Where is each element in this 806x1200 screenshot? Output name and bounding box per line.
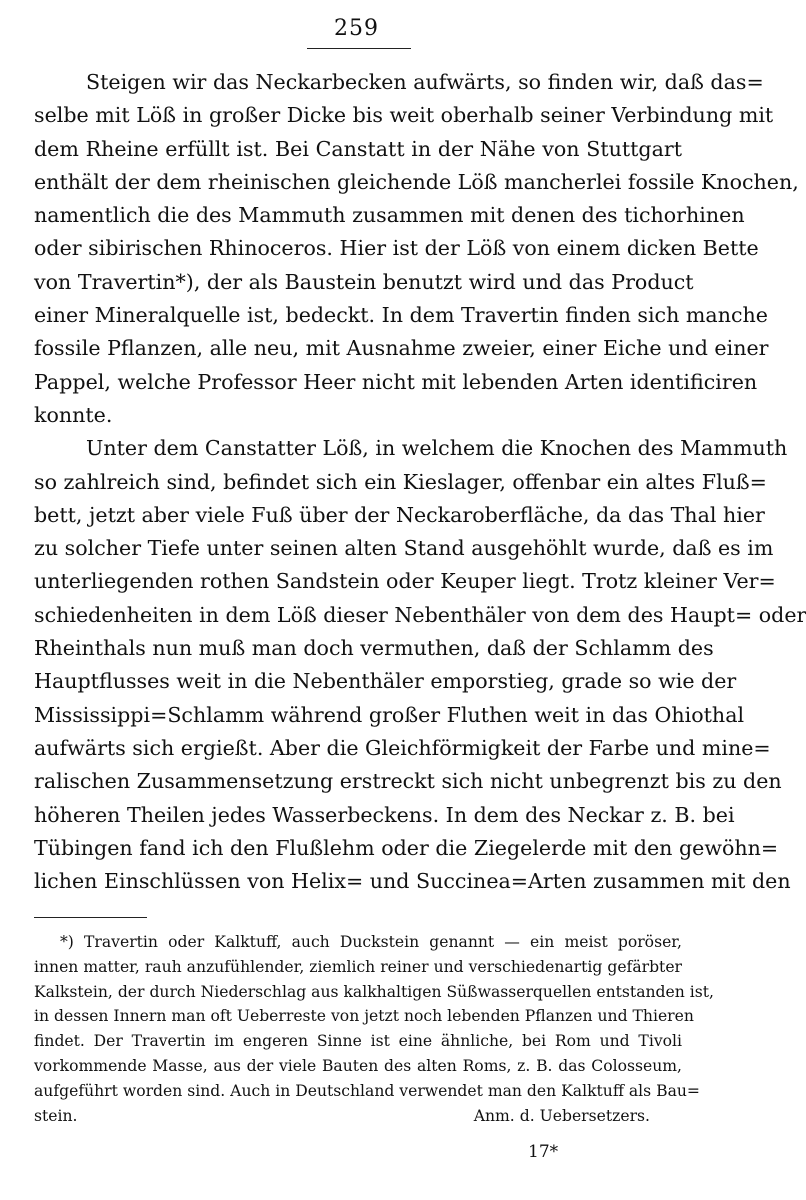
footnote-line: Kalkstein, der durch Niederschlag aus kalkhaltigen Süßwasserquellen entstanden ist, xyxy=(34,982,714,1001)
footnote xyxy=(34,930,714,1128)
text-line: einer Mineralquelle ist, bedeckt. In dem Travertin finden sich manche xyxy=(34,303,768,328)
footnote-line: *) Travertin oder Kalktuff, auch Duckstein genannt — ein meist poröser, xyxy=(60,933,682,951)
footnote-line: in dessen Innern man oft Ueberreste von jetzt noch lebenden Pflanzen und Thieren xyxy=(34,1007,694,1026)
text-line: namentlich die des Mammuth zusammen mit denen des tichorhinen xyxy=(34,203,745,228)
text-line: Hauptflusses weit in die Nebenthäler emporstieg, grade so wie der xyxy=(34,669,737,694)
header-rule xyxy=(307,48,411,49)
text-line: Pappel, welche Professor Heer nicht mit lebenden Arten identificiren xyxy=(34,369,758,394)
text-line: lichen Einschlüssen von Helix= und Succinea=Arten zusammen mit den xyxy=(34,869,791,894)
text-line: konnte. xyxy=(34,402,113,427)
signature-mark: 17* xyxy=(528,1142,559,1162)
text-line: dem Rheine erfüllt ist. Bei Canstatt in der Nähe von Stuttgart xyxy=(34,136,682,161)
footnote-last-line xyxy=(34,1104,682,1129)
text-line: zu solcher Tiefe unter seinen alten Stand ausgehöhlt wurde, daß es im xyxy=(34,536,774,561)
text-line: höheren Theilen jedes Wasserbeckens. In dem des Neckar z. B. bei xyxy=(34,802,735,827)
main-text xyxy=(34,66,806,898)
page-number: 259 xyxy=(334,16,379,41)
text-line: ralischen Zusammensetzung erstreckt sich nicht unbegrenzt bis zu den xyxy=(34,769,782,794)
text-line: fossile Pflanzen, alle neu, mit Ausnahme zweier, einer Eiche und einer xyxy=(34,336,769,361)
footnote-line: stein. xyxy=(34,1106,78,1125)
text-line: Tübingen fand ich den Flußlehm oder die Ziegelerde mit den gewöhn= xyxy=(34,835,779,860)
text-line: selbe mit Löß in großer Dicke bis weit oberhalb seiner Verbindung mit xyxy=(34,103,774,128)
text-line: Unter dem Canstatter Löß, in welchem die Knochen des Mammuth xyxy=(86,436,788,461)
text-line: Steigen wir das Neckarbecken aufwärts, so finden wir, daß das= xyxy=(86,70,764,94)
text-line: enthält der dem rheinischen gleichende Löß mancherlei fossile Knochen, xyxy=(34,169,799,194)
text-line: Mississippi=Schlamm während großer Fluthen weit in das Ohiothal xyxy=(34,702,745,727)
text-line: unterliegenden rothen Sandstein oder Keuper liegt. Trotz kleiner Ver= xyxy=(34,569,776,594)
footnote-line: innen matter, rauh anzufühlender, ziemlich reiner und verschiedenartig gefärbter xyxy=(34,957,682,976)
text-line: von Travertin*), der als Baustein benutzt wird und das Product xyxy=(34,269,694,294)
text-line: so zahlreich sind, befindet sich ein Kieslager, offenbar ein altes Fluß= xyxy=(34,469,767,494)
text-line: bett, jetzt aber viele Fuß über der Neckaroberfläche, da das Thal hier xyxy=(34,502,765,527)
footnote-line: findet. Der Travertin im engeren Sinne ist eine ähnliche, bei Rom und Tivoli xyxy=(34,1032,682,1051)
text-line: Rheinthals nun muß man doch vermuthen, daß der Schlamm des xyxy=(34,636,714,661)
text-line: aufwärts sich ergießt. Aber die Gleichförmigkeit der Farbe und mine= xyxy=(34,735,771,760)
footnote-rule xyxy=(34,917,147,918)
footnote-line: vorkommende Masse, aus der viele Bauten des alten Roms, z. B. das Colosseum, xyxy=(34,1056,682,1075)
footnote-line: aufgeführt worden sind. Auch in Deutschland verwendet man den Kalktuff als Bau= xyxy=(34,1081,700,1100)
text-line: schiedenheiten in dem Löß dieser Nebenthäler von dem des Haupt= oder xyxy=(34,602,806,627)
text-line: oder sibirischen Rhinoceros. Hier ist der Löß von einem dicken Bette xyxy=(34,236,759,261)
footnote-attribution: Anm. d. Uebersetzers. xyxy=(473,1106,650,1125)
